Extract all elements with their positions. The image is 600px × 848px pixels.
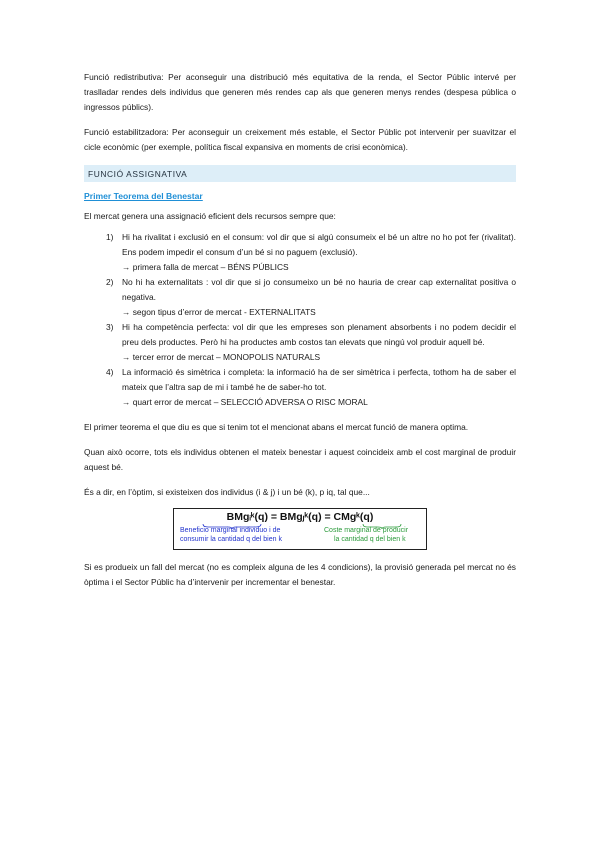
list-item: 3) Hi ha competència perfecta: vol dir que les empreses son plenament absorbents i no podem decidir el preu dels productes. Però hi ha productes amb costos tan elevats que ningú vol produir aquell bé. → tercer error de mercat – MONOPOLIS NATURALS <box>84 320 516 365</box>
formula-box <box>173 508 427 550</box>
document-page <box>84 70 516 590</box>
failure-note: → quart error de mercat – SELECCIÓ ADVERSA O RISC MORAL <box>122 397 368 407</box>
formula-equation: BMgᵢᵏ(q) = BMgⱼᵏ(q) = CMgᵏ(q) <box>226 511 374 523</box>
conditions-list <box>84 230 516 410</box>
section-title: FUNCIÓ ASSIGNATIVA <box>88 168 188 179</box>
when-occurs-text: Quan això ocorre, tots els individus obtenen el mateix benestar i aquest coincideix amb el cost marginal de produir aquest bé. <box>84 447 516 472</box>
intro-text: El mercat genera una assignació eficient dels recursos sempre que: <box>84 211 336 221</box>
subtitle-link[interactable]: Primer Teorema del Benestar <box>84 191 203 201</box>
conclusion-text: Si es produeix un fall del mercat (no es compleix alguna de les 4 condicions), la provisió generada pel mercat no és òptima i el Sector Públic ha d’intervenir per incrementar el benestar. <box>84 562 516 587</box>
note-marginal-cost: Coste marginal de producir la cantidad q del bien k <box>324 527 409 543</box>
section-heading <box>84 165 516 182</box>
after-list-text: El primer teorema el que diu es que si tenim tot el mencionat abans el mercat funció de manera optima. <box>84 422 469 432</box>
list-item: 4) La informació és simètrica i completa: la informació ha de ser simètrica i perfecta, tothom ha de saber el mateix que l’altra sap de mi i també he de saber-ho tot. → quart error de mercat – SELECCIÓ ADVERSA O RISC MORAL <box>84 365 516 410</box>
note-marginal-benefit: Beneficio marginal individuo i de consumir la cantidad q del bien k <box>180 527 282 543</box>
failure-note: → segon tipus d’error de mercat - EXTERNALITATS <box>122 307 316 317</box>
failure-note: → tercer error de mercat – MONOPOLIS NATURALS <box>122 352 321 362</box>
list-item: 2) No hi ha externalitats : vol dir que si jo consumeixo un bé no hauria de crear cap externalitat positiva o negativa. → segon tipus d’error de mercat - EXTERNALITATS <box>84 275 516 320</box>
paragraph-redistributiva: Funció redistributiva: Per aconseguir una distribució més equitativa de la renda, el Sector Públic intervé per traslladar rendes dels individus que generen més rendes cap als que generen menys rendes (despesa pública o ingressos públics). <box>84 72 516 112</box>
paragraph-estabilitzadora: Funció estabilitzadora: Per aconseguir un creixement més estable, el Sector Públic pot intervenir per suavitzar el cicle econòmic (per exemple, política fiscal expansiva en moments de crisi econòmica). <box>84 127 516 152</box>
optimum-text: És a dir, en l’òptim, si existeixen dos individus (i & j) i un bé (k), p iq, tal que... <box>84 487 370 497</box>
list-item: 1) Hi ha rivalitat i exclusió en el consum: vol dir que si algú consumeix el bé un altre no ho pot fer (rivalitat). Ens podem impedir el consum d’un bé si no paguem (exclusió). → primera falla de mercat – BÉNS PÚBLICS <box>84 230 516 275</box>
failure-note: → primera falla de mercat – BÉNS PÚBLICS <box>122 262 289 272</box>
